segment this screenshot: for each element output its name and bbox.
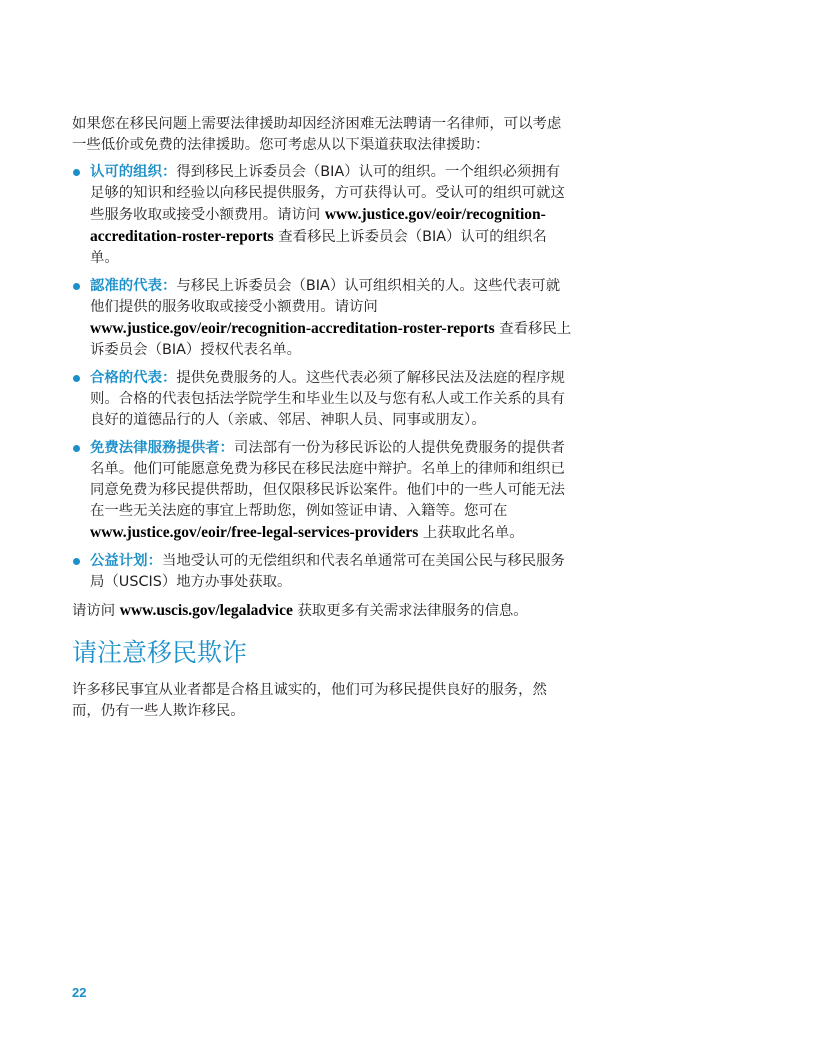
bullet-icon [73, 169, 80, 176]
item-text: 司法部有一份为移民诉讼的人提供免费服务的提供者名单。他们可能愿意免费为移民在移民法庭中辩护。名单上的律师和组织已同意免费为移民提供帮助，但仅限移民诉讼案件。他们中的一些人可能无法在一些无关法庭的事宜上帮助您，例如签证申请、入籍等。您可在 [90, 440, 565, 519]
url-link[interactable]: www.justice.gov/eoir/recognition-accreditation-roster-reports [90, 320, 495, 337]
bullet-icon [73, 445, 80, 452]
legal-aid-list [72, 162, 572, 593]
item-after-text: 上获取此名单。 [422, 525, 524, 541]
item-text: 提供免费服务的人。这些代表必须了解移民法及法庭的程序规则。合格的代表包括法学院学生和毕业生以及与您有私人或工作关系的具有良好的道德品行的人（亲戚、邻居、神职人员、同事或朋友）。 [90, 370, 565, 428]
list-item-accredited-representative [72, 276, 572, 361]
item-term: 認准的代表： [90, 278, 177, 294]
item-term: 公益计划： [90, 553, 162, 569]
item-after-text: 查看移民上诉委员会（BIA）授权代表名单。 [90, 321, 572, 358]
intro-paragraph: 如果您在移民问题上需要法律援助却因经济困难无法聘请一名律师，可以考虑一些低价或免费的法律援助。您可考虑从以下渠道获取法律援助： [72, 116, 562, 153]
list-item-recognized-organization [72, 162, 572, 269]
item-after-text: 查看移民上诉委员会（BIA）认可的组织名单。 [90, 229, 547, 266]
item-text: 得到移民上诉委员会（BIA）认可的组织。一个组织必须拥有足够的知识和经验以向移民提供服务，方可获得认可。受认可的组织可就这些服务收取或接受小额费用。请访问 [90, 164, 565, 223]
item-term: 认可的组织： [90, 164, 177, 180]
section-heading: 请注意移民欺诈 [72, 638, 248, 667]
item-term: 合格的代表： [90, 370, 177, 386]
note-after-text: 获取更多有关需求法律服务的信息。 [297, 603, 528, 619]
page-number: 22 [72, 985, 87, 1000]
list-item-free-legal-services-providers [72, 438, 572, 544]
url-link[interactable]: www.justice.gov/eoir/recognition-accreditation-roster-reports [90, 206, 546, 245]
legal-advice-note [72, 600, 572, 622]
section-paragraph: 许多移民事宜从业者都是合格且诚实的，他们可为移民提供良好的服务，然而，仍有一些人欺诈移民。 [72, 682, 547, 719]
bullet-icon [73, 283, 80, 290]
legal-advice-link[interactable]: www.uscis.gov/legaladvice [119, 602, 293, 619]
bullet-icon [73, 375, 80, 382]
bullet-icon [73, 558, 80, 565]
list-item-qualified-representative [72, 368, 572, 431]
list-item-pro-bono-programs [72, 551, 572, 593]
item-text: 当地受认可的无偿组织和代表名单通常可在美国公民与移民服务局（USCIS）地方办事处获取。 [90, 553, 565, 590]
page-content [72, 114, 572, 722]
url-link[interactable]: www.justice.gov/eoir/free-legal-services-providers [90, 524, 419, 541]
note-before-text: 请访问 [72, 603, 116, 619]
item-term: 免费法律服務提供者： [90, 440, 234, 456]
item-text: 与移民上诉委员会（BIA）认可组织相关的人。这些代表可就他们提供的服务收取或接受小额费用。请访问 [90, 278, 561, 315]
